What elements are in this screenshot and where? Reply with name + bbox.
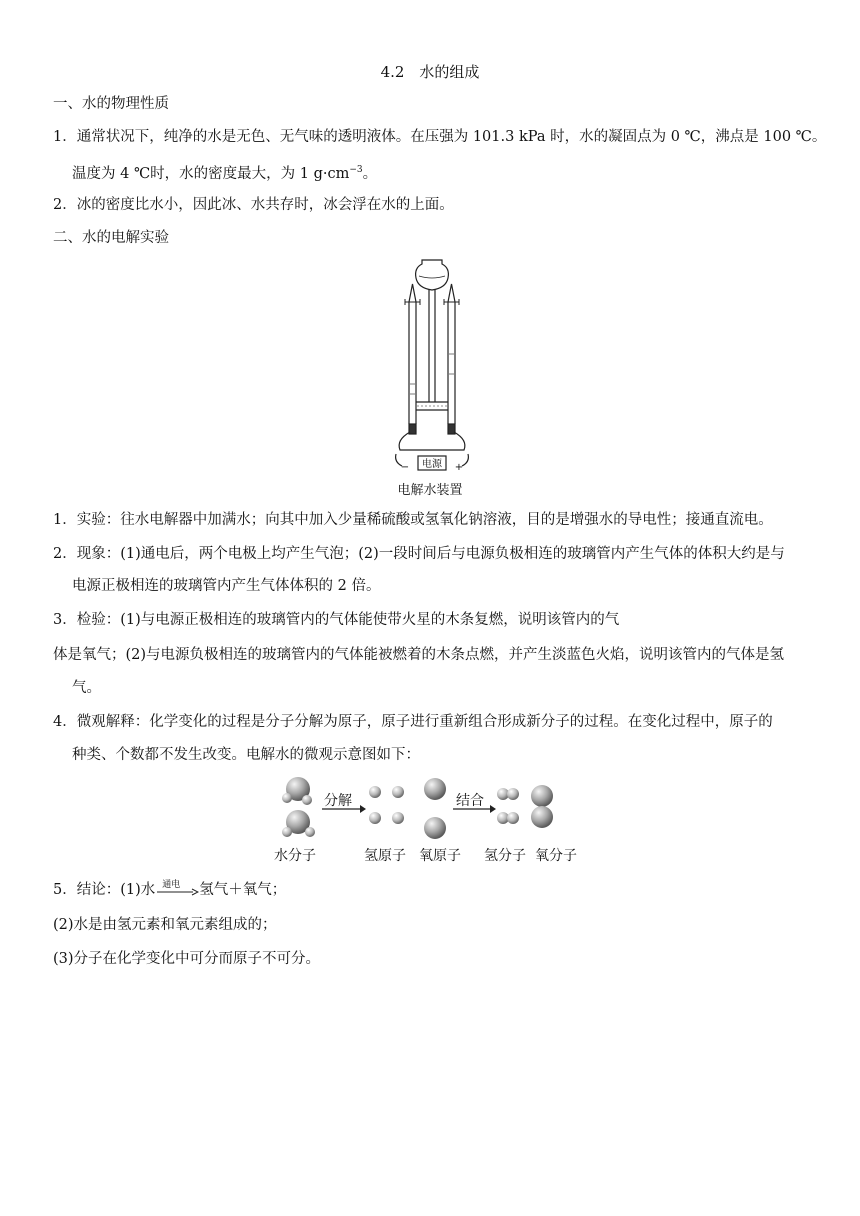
reaction-arrow [155,880,199,900]
section2-item3-line3: 气。 [72,680,101,696]
section1-item1-line1: 1．通常状况下，纯净的水是无色、无气味的透明液体。在压强为 101.3 kPa 时，水的凝固点为 0 ℃，沸点是 100 ℃。 [53,129,827,145]
electrolysis-apparatus-figure [392,254,472,474]
section2-item5-line2: (2)水是由氢元素和氧元素组成的； [53,917,277,933]
water-molecule-2 [282,810,315,837]
micro-diagram [270,772,590,842]
section1-item1-line2 [72,160,377,184]
hydrogen-atom-label: 氢原子 [364,848,406,864]
apparatus-power-label: 电源 [422,459,442,470]
conclusion-products: 氢气＋氧气； [199,882,287,898]
section2-heading: 二、水的电解实验 [53,230,169,246]
decompose-label: 分解 [324,793,352,809]
section2-item4-line2: 种类、个数都不发生改变。电解水的微观示意图如下： [72,747,420,763]
figure-caption: 电解水装置 [397,483,463,498]
oxygen-molecule [531,785,553,828]
oxygen-molecule-label: 氧分子 [535,848,577,864]
hydrogen-molecules [497,788,519,824]
apparatus-minus-label: − [400,462,410,473]
section2-item2-line2: 电源正极相连的玻璃管内产生气体体积的 2 倍。 [72,578,381,594]
water-molecule-label: 水分子 [274,848,316,864]
section1-heading: 一、水的物理性质 [53,96,169,112]
hydrogen-atoms [369,786,404,824]
page-title: 4.2 水的组成 [380,63,480,81]
oxygen-atoms [424,778,446,839]
section2-item3-line2: 体是氧气；(2)与电源负极相连的玻璃管内的气体能被燃着的木条点燃，并产生淡蓝色火焰，说明该管内的气体是氢 [53,647,785,663]
density-exponent: −3 [349,165,363,175]
section2-item5-line3: (3)分子在化学变化中可分而原子不可分。 [53,951,321,967]
water-molecule-1 [282,777,312,805]
density-end: 。 [362,165,378,182]
section2-item4-line1: 4．微观解释：化学变化的过程是分子分解为原子，原子进行重新组合形成新分子的过程。在变化过程中，原子的 [53,714,773,730]
section2-item5-line1 [53,880,286,900]
conclusion-prefix: 5．结论：(1)水 [53,882,156,898]
hydrogen-molecule-label: 氢分子 [484,848,526,864]
combine-label: 结合 [456,793,484,809]
reaction-condition: 通电 [162,880,181,890]
density-text: 温度为 4 ℃时，水的密度最大，为 1 g·cm [72,165,350,182]
section2-item2-line1: 2．现象：(1)通电后，两个电极上均产生气泡；(2)一段时间后与电源负极相连的玻璃管内产生气体的体积大约是与 [53,546,785,562]
oxygen-atom-label: 氧原子 [419,848,461,864]
section2-item1: 1．实验：往水电解器中加满水；向其中加入少量稀硫酸或氢氧化钠溶液，目的是增强水的导电性；接通直流电。 [53,512,773,528]
section1-item2: 2．冰的密度比水小，因此冰、水共存时，冰会浮在水的上面。 [53,197,454,213]
section2-item3-line1: 3．检验：(1)与电源正极相连的玻璃管内的气体能使带火星的木条复燃，说明该管内的气 [53,612,620,628]
apparatus-plus-label: + [454,462,464,473]
